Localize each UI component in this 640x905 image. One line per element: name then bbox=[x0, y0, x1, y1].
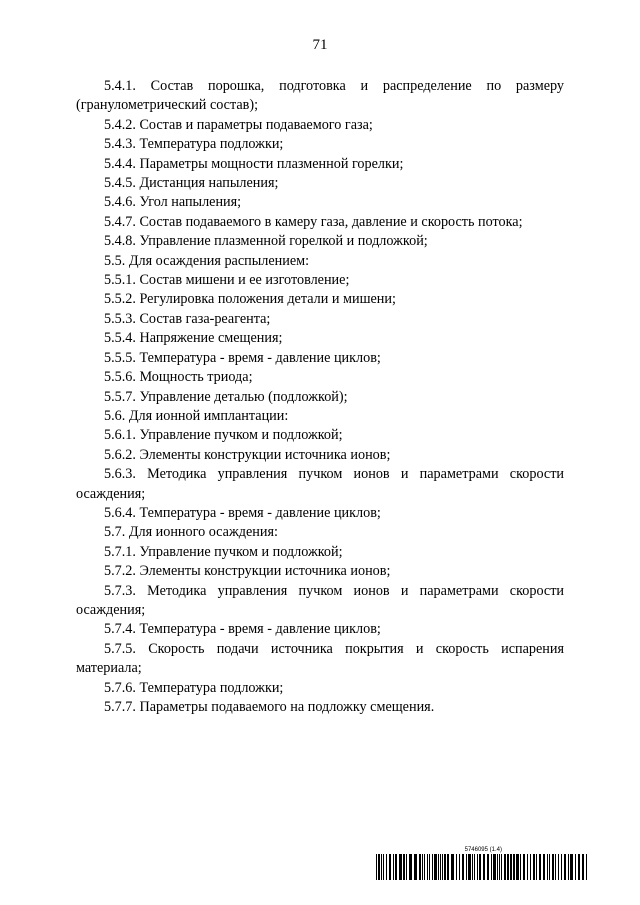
paragraph-5-6-2: 5.6.2. Элементы конструкции источника ионов; bbox=[104, 446, 391, 463]
paragraph-5-5-6: 5.5.6. Мощность триода; bbox=[104, 369, 253, 386]
paragraph-5-6-1: 5.6.1. Управление пучком и подложкой; bbox=[104, 427, 343, 444]
section-heading-5-6: 5.6. Для ионной имплантации: bbox=[104, 407, 289, 424]
paragraph-5-7-7: 5.7.7. Параметры подаваемого на подложку смещения. bbox=[104, 699, 435, 715]
paragraph-5-7-1: 5.7.1. Управление пучком и подложкой; bbox=[104, 543, 343, 560]
paragraph-5-7-2: 5.7.2. Элементы конструкции источника ионов; bbox=[104, 563, 391, 580]
paragraph-5-6-4: 5.6.4. Температура - время - давление циклов; bbox=[104, 504, 381, 521]
section-heading-5-5: 5.5. Для осаждения распылением: bbox=[104, 252, 310, 269]
paragraph-5-5-1: 5.5.1. Состав мишени и ее изготовление; bbox=[104, 272, 350, 289]
page-number: 71 bbox=[312, 37, 328, 53]
paragraph-5-4-2: 5.4.2. Состав и параметры подаваемого газа; bbox=[104, 116, 373, 133]
paragraph-5-7-3: 5.7.3. Методика управления пучком ионов и параметрами скорости осаждения; bbox=[76, 582, 564, 618]
paragraph-5-5-5: 5.5.5. Температура - время - давление циклов; bbox=[104, 349, 381, 366]
barcode-block bbox=[376, 846, 590, 880]
paragraph-5-5-2: 5.5.2. Регулировка положения детали и мишени; bbox=[104, 291, 396, 308]
paragraph-5-7-4: 5.7.4. Температура - время - давление циклов; bbox=[104, 621, 381, 638]
paragraph-5-4-5: 5.4.5. Дистанция напыления; bbox=[104, 175, 279, 192]
document-body bbox=[76, 77, 564, 717]
paragraph-5-4-7: 5.4.7. Состав подаваемого в камеру газа, давление и скорость потока; bbox=[104, 213, 523, 230]
paragraph-5-5-3: 5.5.3. Состав газа-реагента; bbox=[104, 310, 271, 327]
paragraph-5-4-8: 5.4.8. Управление плазменной горелкой и подложкой; bbox=[104, 233, 428, 250]
barcode-icon bbox=[376, 854, 590, 880]
paragraph-5-4-4: 5.4.4. Параметры мощности плазменной горелки; bbox=[104, 155, 404, 172]
paragraph-5-5-7: 5.5.7. Управление деталью (подложкой); bbox=[104, 388, 348, 405]
paragraph-5-5-4: 5.5.4. Напряжение смещения; bbox=[104, 330, 283, 347]
paragraph-5-6-3: 5.6.3. Методика управления пучком ионов и параметрами скорости осаждения; bbox=[76, 466, 564, 502]
paragraph-5-7-5: 5.7.5. Скорость подачи источника покрытия и скорость испарения материала; bbox=[76, 640, 564, 677]
paragraph-5-4-3: 5.4.3. Температура подложки; bbox=[104, 136, 284, 153]
paragraph-5-7-6: 5.7.6. Температура подложки; bbox=[104, 679, 284, 696]
paragraph-5-4-6: 5.4.6. Угол напыления; bbox=[104, 194, 242, 211]
paragraph-5-4-1: 5.4.1. Состав порошка, подготовка и распределение по размеру (гранулометрический состав); bbox=[76, 78, 564, 114]
section-heading-5-7: 5.7. Для ионного осаждения: bbox=[104, 524, 278, 541]
barcode-caption: 5746095 (1.4) bbox=[464, 847, 502, 853]
